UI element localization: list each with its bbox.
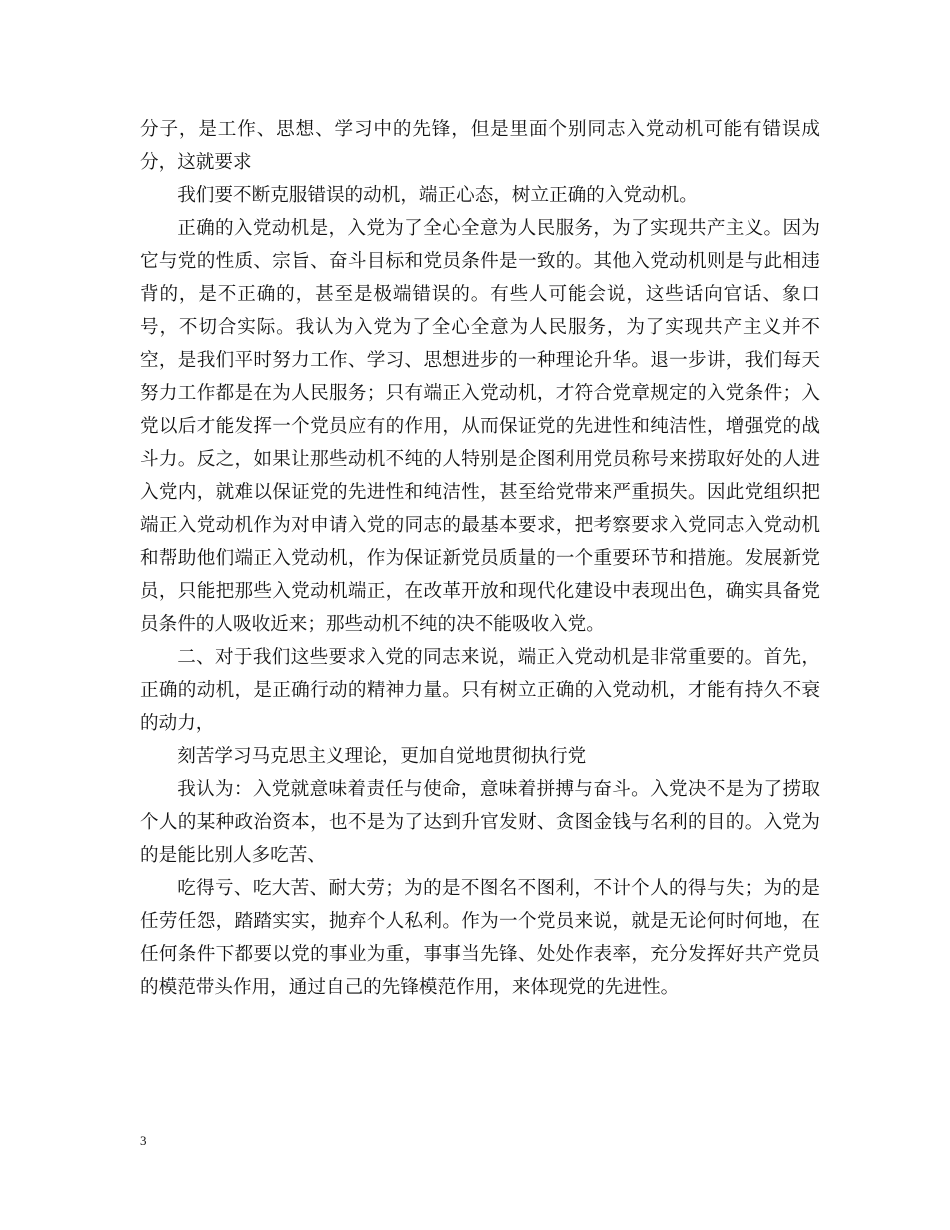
paragraph-6: 我认为：入党就意味着责任与使命，意味着拼搏与奋斗。入党决不是为了捞取个人的某种政治资本，也不是为了达到升官发财、贪图金钱与名利的目的。入党为的是能比别人多吃苦、	[140, 779, 820, 866]
paragraph-7: 吃得亏、吃大苦、耐大劳；为的是不图名不图利，不计个人的得与失；为的是任劳任怨，踏踏实实，抛弃个人私利。作为一个党员来说，就是无论何时何地，在任何条件下都要以党的事业为重，事事当先锋、处处作表率，充分发挥好共产党员的模范带头作用，通过自己的先锋模范作用，来体现党的先进性。	[140, 878, 820, 998]
paragraph-2: 我们要不断克服错误的动机，端正心态，树立正确的入党动机。	[177, 185, 698, 206]
paragraph-4: 二、对于我们这些要求入党的同志来说，端正入党动机是非常重要的。首先，正确的动机，是正确行动的精神力量。只有树立正确的入党动机，才能有持久不衰的动力，	[140, 647, 820, 734]
paragraph-3: 正确的入党动机是，入党为了全心全意为人民服务，为了实现共产主义。因为它与党的性质、宗旨、奋斗目标和党员条件是一致的。其他入党动机则是与此相违背的，是不正确的，甚至是极端错误的。有些人可能会说，这些话向官话、象口号，不切合实际。我认为入党为了全心全意为人民服务，为了实现共产主义并不空，是我们平时努力工作、学习、思想进步的一种理论升华。退一步讲，我们每天努力工作都是在为人民服务；只有端正入党动机，才符合党章规定的入党条件；入党以后才能发挥一个党员应有的作用，从而保证党的先进性和纯洁性，增强党的战斗力。反之，如果让那些动机不纯的人特别是企图利用党员称号来捞取好处的人进入党内，就难以保证党的先进性和纯洁性，甚至给党带来严重损失。因此党组织把端正入党动机作为对申请入党的同志的最基本要求，把考察要求入党同志入党动机和帮助他们端正入党动机，作为保证新党员质量的一个重要环节和措施。发展新党员，只能把那些入党动机端正，在改革开放和现代化建设中表现出色，确实具备党员条件的人吸收近来；那些动机不纯的决不能吸收入党。	[140, 218, 820, 635]
page-number: 3	[140, 1133, 147, 1148]
document-body	[140, 113, 820, 1004]
paragraph-1: 分子，是工作、思想、学习中的先锋，但是里面个别同志入党动机可能有错误成分，这就要求	[140, 119, 820, 173]
paragraph-5: 刻苦学习马克思主义理论，更加自觉地贯彻执行党	[177, 746, 587, 767]
